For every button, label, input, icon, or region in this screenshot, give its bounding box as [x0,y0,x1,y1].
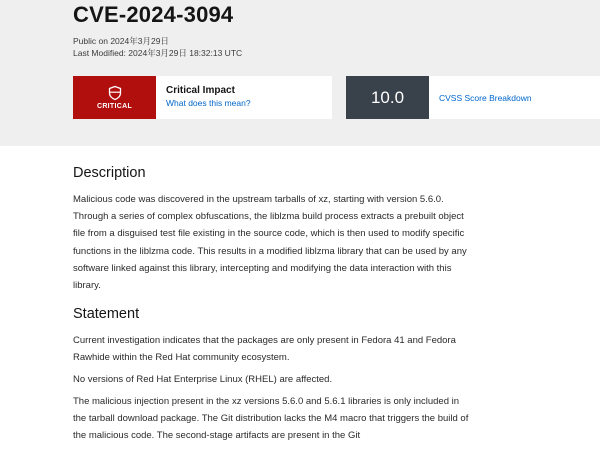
statement-heading: Statement [73,306,140,322]
statement-paragraph: Current investigation indicates that the packages are only present in Fedora 41 and Fedora Rawhide within the Red Hat community ecosystem. [73,335,456,364]
impact-explanation-link[interactable]: What does this mean? [166,98,251,108]
cvss-score: 10.0 [346,76,429,119]
description-heading: Description [73,165,146,181]
critical-badge-label: CRITICAL [96,103,133,110]
statement-paragraph: The malicious injection present in the xz versions 5.6.0 and 5.6.1 libraries is only included in the tarball download package. The Git distribution lacks the M4 macro that triggers the build of the malicious code. The second-stage artifacts are present in the Git [73,396,469,442]
cvss-card [346,76,600,119]
page-title: CVE-2024-3094 [73,2,234,27]
page-header [0,0,600,146]
impact-title: Critical Impact [166,85,235,96]
public-date: Public on 2024年3月29日 [73,36,169,46]
shield-icon [107,85,123,101]
impact-card [73,76,332,119]
last-modified-date: Last Modified: 2024年3月29日 18:32:13 UTC [73,48,243,58]
statement-paragraph: No versions of Red Hat Enterprise Linux (RHEL) are affected. [73,374,333,385]
cvss-breakdown-link[interactable]: CVSS Score Breakdown [439,92,532,103]
critical-badge [73,76,156,119]
description-text: Malicious code was discovered in the upstream tarballs of xz, starting with version 5.6.0. Through a series of complex obfuscations, the liblzma build process extracts a prebuilt object file from a disguised test file existing in the source code, which is then used to modify specific functions in the liblzma code. This results in a modified liblzma library that can be used by any software linked against this library, intercepting and modifying the data interaction with this library. [73,194,467,292]
impact-text [156,76,251,119]
